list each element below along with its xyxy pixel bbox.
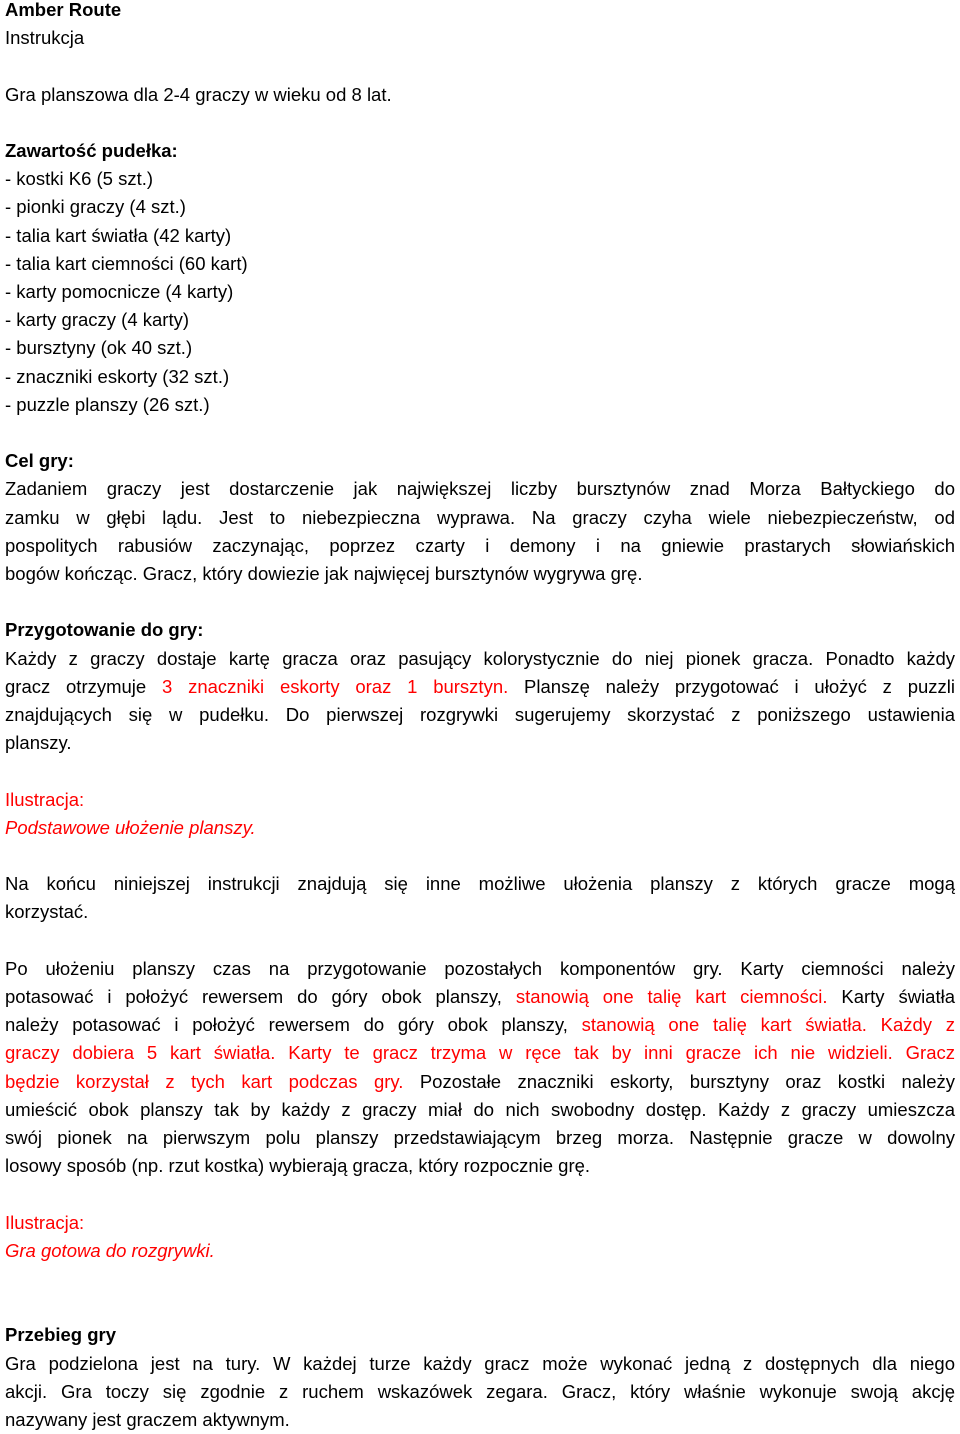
- illustration-caption: Podstawowe ułożenie planszy.: [5, 816, 256, 838]
- components-line: będzie korzystał z tych kart podczas gry. Pozostałe znaczniki eskorty, bursztyny oraz kostki należy: [5, 1070, 955, 1092]
- setup-line: znajdujących się w pudełku. Do pierwszej rozgrywki sugerujemy skorzystać z poniższego ustawienia: [5, 704, 955, 726]
- illustration-label: Ilustracja:: [5, 1211, 85, 1233]
- goal-line: pospolitych rabusiów zaczynając, poprzez czarty i demony i na gniewie prastarych słowiańskich: [5, 534, 955, 556]
- gameplay-line: Gra podzielona jest na tury. W każdej turze każdy gracz może wykonać jedną z dostępnych dla niego: [5, 1352, 955, 1374]
- components-line: należy potasować i położyć rewersem do góry obok planszy, stanowią one talię kart światła. Każdy z: [5, 1014, 956, 1036]
- components-line: umieścić obok planszy tak by każdy z graczy miał do nich swobodny dostęp. Każdy z graczy umieszcza: [5, 1098, 955, 1120]
- components-line: graczy dobiera 5 kart światła. Karty te gracz trzyma w ręce tak by inni gracze ich nie widzieli. Gracz: [5, 1042, 955, 1064]
- layouts-note-line: korzystać.: [5, 901, 89, 923]
- contents-item: - karty pomocnicze (4 karty): [5, 281, 234, 302]
- contents-item: - talia kart światła (42 karty): [5, 224, 232, 246]
- setup-line: gracz otrzymuje 3 znaczniki eskorty oraz 1 bursztyn. Planszę należy przygotować i ułożyć z puzzli: [5, 675, 955, 697]
- illustration-label: Ilustracja:: [5, 788, 85, 810]
- components-line: potasować i położyć rewersem do góry obok planszy, stanowią one talię kart ciemności. Karty światła: [5, 986, 956, 1007]
- components-line: losowy sposób (np. rzut kostka) wybierają gracza, który rozpocznie grę.: [5, 1155, 591, 1177]
- components-line: Po ułożeniu planszy czas na przygotowanie pozostałych komponentów gry. Karty ciemności należy: [5, 957, 955, 979]
- highlighted-text: stanowią one talię kart ciemności.: [515, 986, 828, 1007]
- setup-heading: Przygotowanie do gry:: [5, 619, 204, 641]
- instruction-document: [5, 0, 955, 1434]
- contents-item: - znaczniki eskorty (32 szt.): [5, 365, 230, 387]
- intro-text: Gra planszowa dla 2-4 graczy w wieku od 8 lat.: [5, 83, 392, 105]
- contents-item: - pionki graczy (4 szt.): [5, 196, 186, 218]
- contents-item: - talia kart ciemności (60 kart): [5, 252, 248, 274]
- layouts-note-line: Na końcu niniejszej instrukcji znajdują się inne możliwe ułożenia planszy z których gracze mogą: [5, 873, 955, 895]
- highlighted-text: 3 znaczniki eskorty oraz 1 bursztyn.: [162, 675, 509, 697]
- document-subtitle: Instrukcja: [5, 27, 85, 49]
- goal-heading: Cel gry:: [5, 450, 74, 472]
- highlighted-text: będzie korzystał z tych kart podczas gry.: [5, 1070, 404, 1092]
- setup-line: Każdy z graczy dostaje kartę gracza oraz pasujący kolorystycznie do niej pionek gracza. Ponadto każdy: [5, 647, 955, 669]
- gameplay-line: akcji. Gra toczy się zgodnie z ruchem wskazówek zegara. Gracz, który właśnie wykonuje swoją akcję: [5, 1380, 955, 1402]
- illustration-caption: Gra gotowa do rozgrywki.: [5, 1239, 215, 1261]
- contents-heading: Zawartość pudełka:: [5, 139, 178, 161]
- goal-line: Zadaniem graczy jest dostarczenie jak największej liczby bursztynów znad Morza Bałtyckiego do: [5, 478, 955, 500]
- gameplay-line: nazywany jest graczem aktywnym.: [5, 1409, 290, 1430]
- document-title: Amber Route: [5, 0, 122, 20]
- highlighted-text: stanowią one talię kart światła. Każdy z: [581, 1014, 956, 1036]
- contents-item: - karty graczy (4 karty): [5, 309, 189, 331]
- contents-item: - bursztyny (ok 40 szt.): [5, 337, 193, 359]
- contents-item: - puzzle planszy (26 szt.): [5, 393, 210, 415]
- gameplay-heading: Przebieg gry: [5, 1324, 117, 1346]
- components-line: swój pionek na pierwszym polu planszy przedstawiającym brzeg morza. Następnie gracze w dowolny: [5, 1127, 955, 1149]
- setup-line: planszy.: [5, 732, 72, 754]
- goal-line-last: bogów kończąc. Gracz, który dowiezie jak najwięcej bursztynów wygrywa grę.: [5, 563, 643, 585]
- goal-line: zamku w głębi lądu. Jest to niebezpieczna wyprawa. Na graczy czyha wiele niebezpieczeństw, od: [5, 506, 955, 528]
- contents-item: - kostki K6 (5 szt.): [5, 168, 154, 190]
